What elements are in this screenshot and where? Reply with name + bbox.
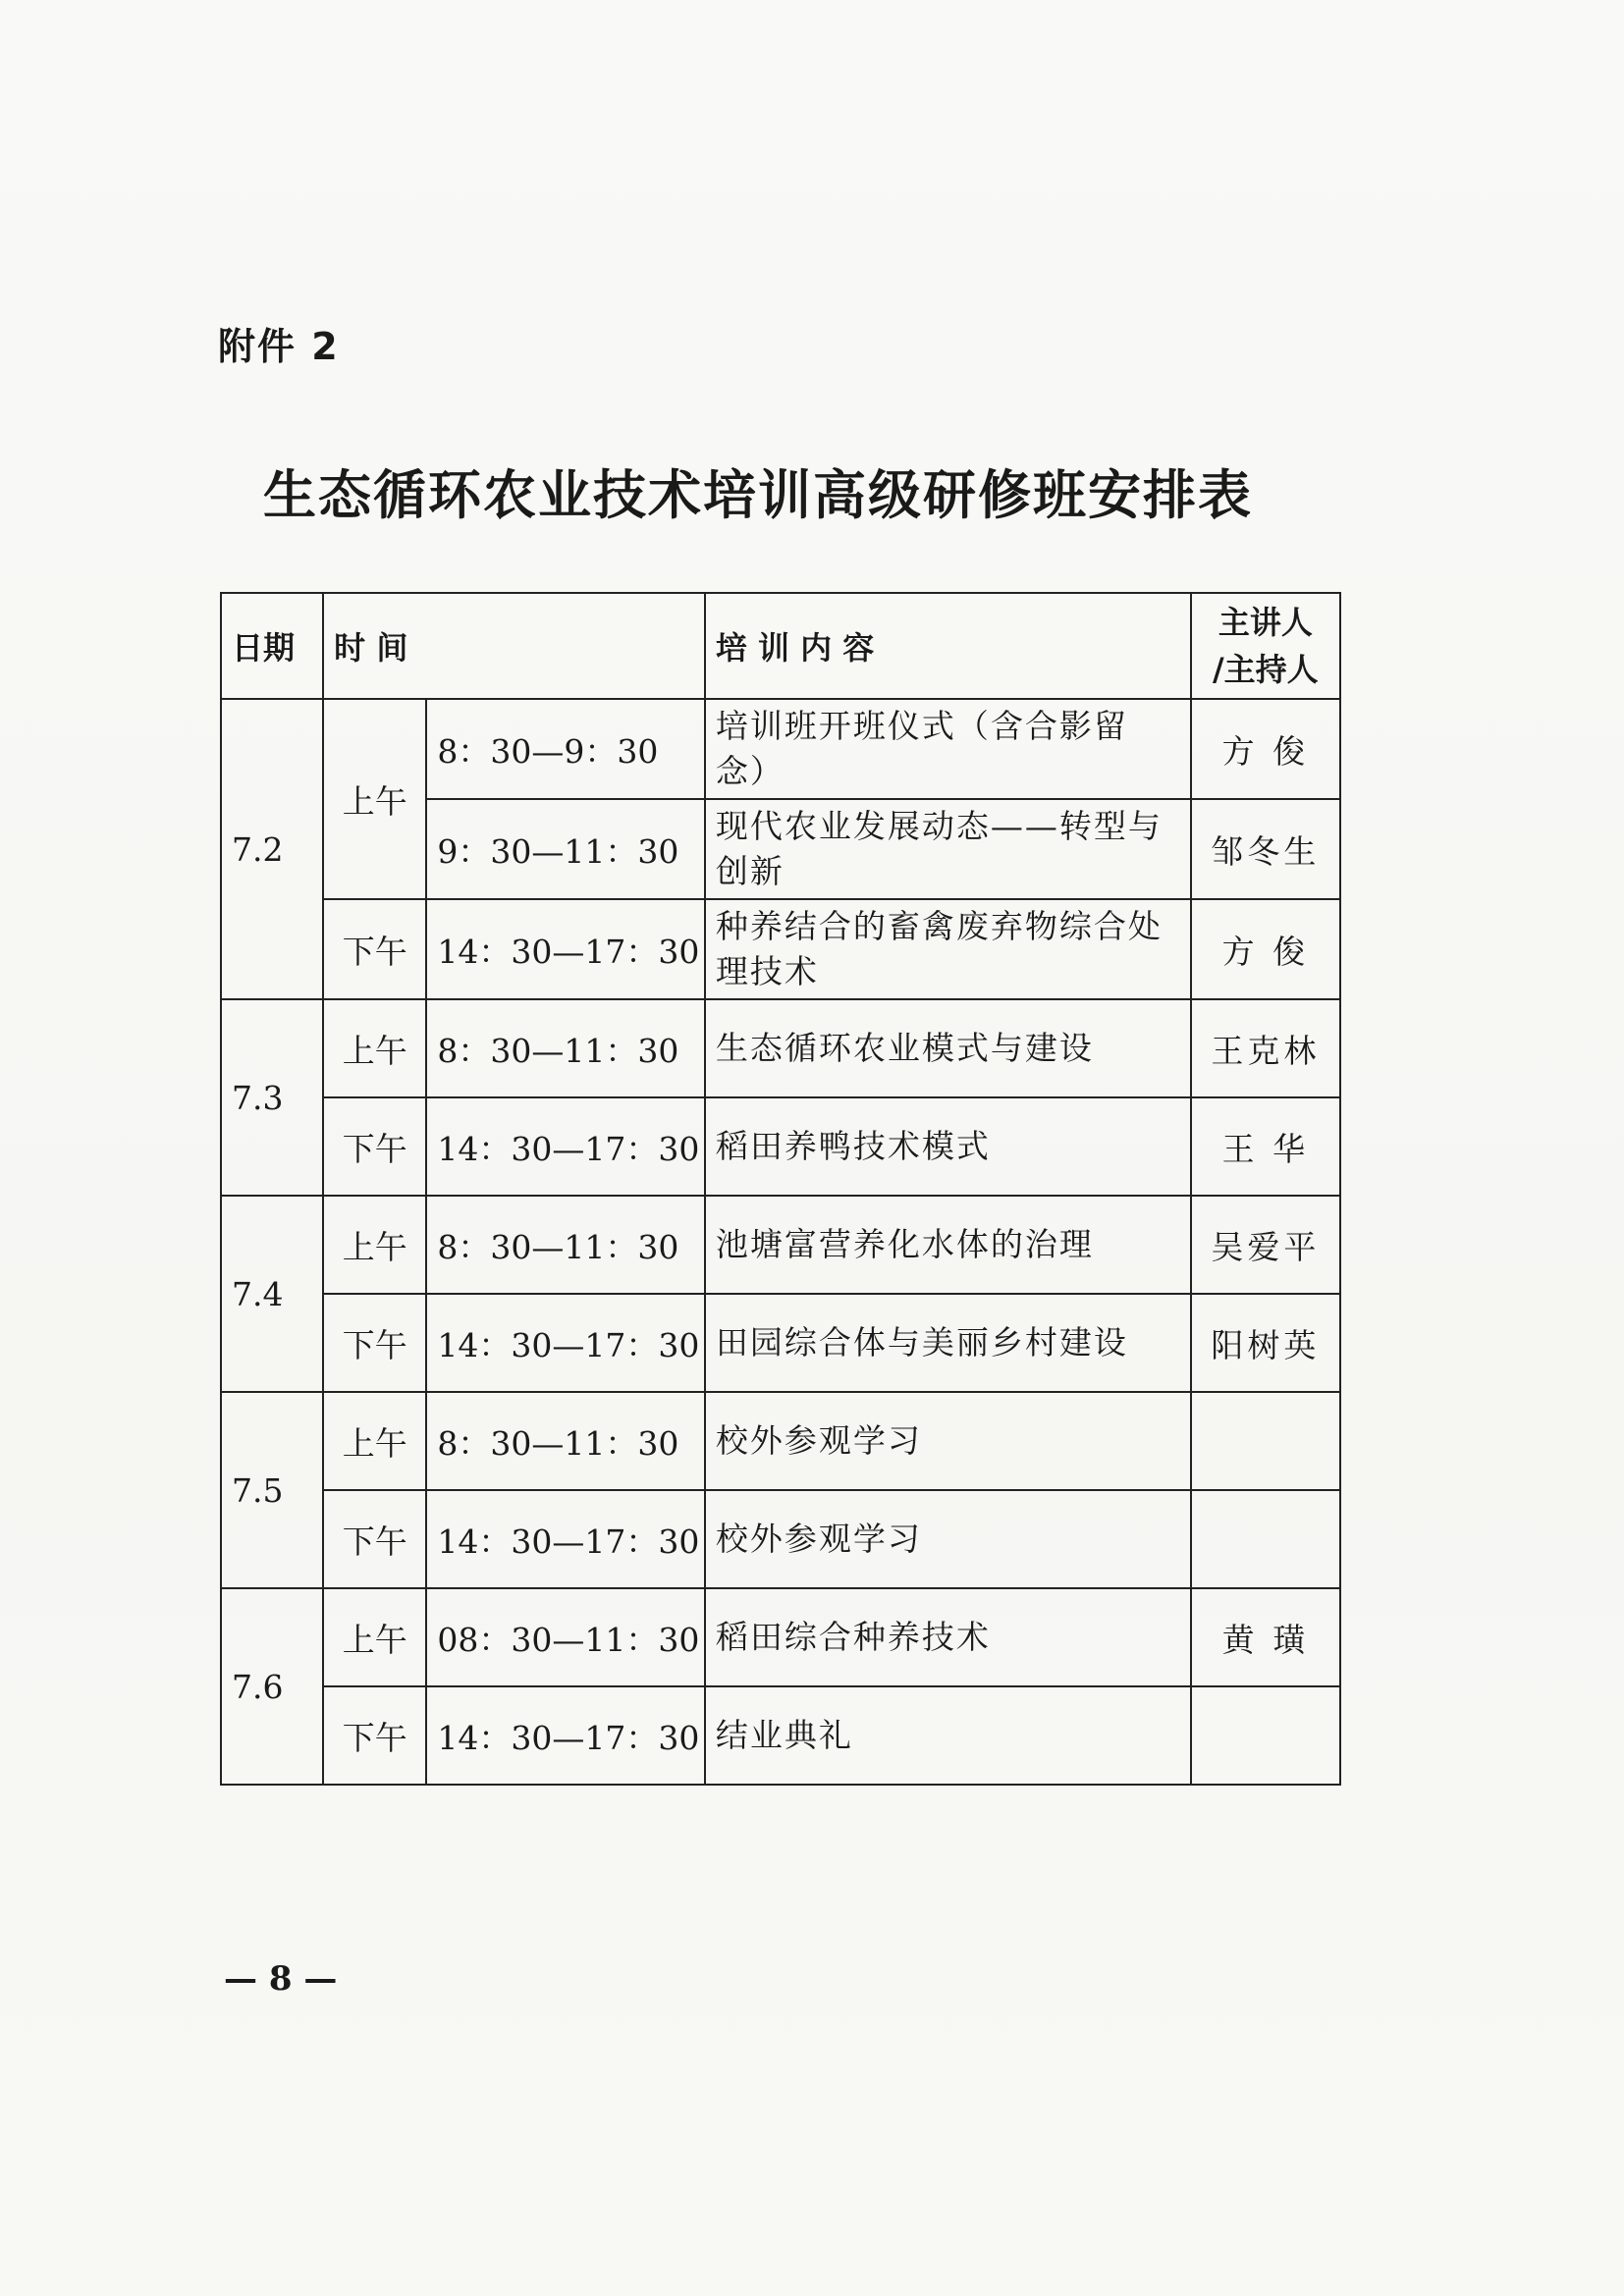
period-cell: 上午 [323,1392,426,1490]
header-lecturer-text: 主讲人 /主持人 [1212,604,1319,688]
table-header-row [221,593,1340,699]
attachment-label: 附件 2 [218,325,340,368]
period-cell: 下午 [323,899,426,999]
content-cell: 校外参观学习 [705,1392,1191,1490]
date-cell: 7.5 [221,1392,323,1588]
table-row [221,1097,1340,1196]
table-row [221,999,1340,1097]
content-cell: 校外参观学习 [705,1490,1191,1588]
header-date: 日期 [221,593,323,699]
content-cell: 池塘富营养化水体的治理 [705,1196,1191,1294]
table-row [221,1490,1340,1588]
time-cell: 8：30—11：30 [426,1196,704,1294]
date-cell: 7.6 [221,1588,323,1785]
time-cell: 14：30—17：30 [426,1686,704,1785]
period-cell: 上午 [323,999,426,1097]
lecturer-cell: 方 俊 [1191,699,1340,799]
time-cell: 8：30—11：30 [426,1392,704,1490]
content-cell: 生态循环农业模式与建设 [705,999,1191,1097]
lecturer-cell: 邹冬生 [1191,799,1340,899]
period-cell: 下午 [323,1294,426,1392]
lecturer-cell: 王克林 [1191,999,1340,1097]
page-number: — 8 — [224,1959,338,1999]
time-cell: 8：30—9：30 [426,699,704,799]
period-cell: 上午 [323,1588,426,1686]
table-row [221,1686,1340,1785]
time-cell: 14：30—17：30 [426,899,704,999]
table-row [221,899,1340,999]
date-cell: 7.3 [221,999,323,1196]
schedule-body [221,699,1340,1785]
content-cell: 培训班开班仪式（含合影留念） [705,699,1191,799]
table-row [221,1196,1340,1294]
header-time: 时 间 [323,593,705,699]
lecturer-cell: 方 俊 [1191,899,1340,999]
content-cell: 稻田养鸭技术模式 [705,1097,1191,1196]
time-cell: 14：30—17：30 [426,1294,704,1392]
header-lecturer [1191,593,1340,699]
time-cell: 14：30—17：30 [426,1490,704,1588]
time-cell: 08：30—11：30 [426,1588,704,1686]
table-row [221,1392,1340,1490]
period-cell: 下午 [323,1686,426,1785]
date-cell: 7.4 [221,1196,323,1392]
lecturer-cell [1191,1686,1340,1785]
lecturer-cell [1191,1392,1340,1490]
period-cell: 上午 [323,699,426,899]
table-row [221,699,1340,799]
header-content: 培 训 内 容 [705,593,1191,699]
time-cell: 8：30—11：30 [426,999,704,1097]
lecturer-cell: 吴爱平 [1191,1196,1340,1294]
time-cell: 9：30—11：30 [426,799,704,899]
schedule-table [220,592,1341,1786]
content-cell: 种养结合的畜禽废弃物综合处理技术 [705,899,1191,999]
lecturer-cell: 阳树英 [1191,1294,1340,1392]
table-row [221,1588,1340,1686]
document-title: 生态循环农业技术培训高级研修班安排表 [263,463,1253,526]
period-cell: 下午 [323,1490,426,1588]
lecturer-cell [1191,1490,1340,1588]
period-cell: 上午 [323,1196,426,1294]
lecturer-cell: 王 华 [1191,1097,1340,1196]
content-cell: 田园综合体与美丽乡村建设 [705,1294,1191,1392]
content-cell: 现代农业发展动态——转型与创新 [705,799,1191,899]
period-cell: 下午 [323,1097,426,1196]
date-cell: 7.2 [221,699,323,999]
table-row [221,1294,1340,1392]
lecturer-cell: 黄 璜 [1191,1588,1340,1686]
time-cell: 14：30—17：30 [426,1097,704,1196]
content-cell: 结业典礼 [705,1686,1191,1785]
content-cell: 稻田综合种养技术 [705,1588,1191,1686]
